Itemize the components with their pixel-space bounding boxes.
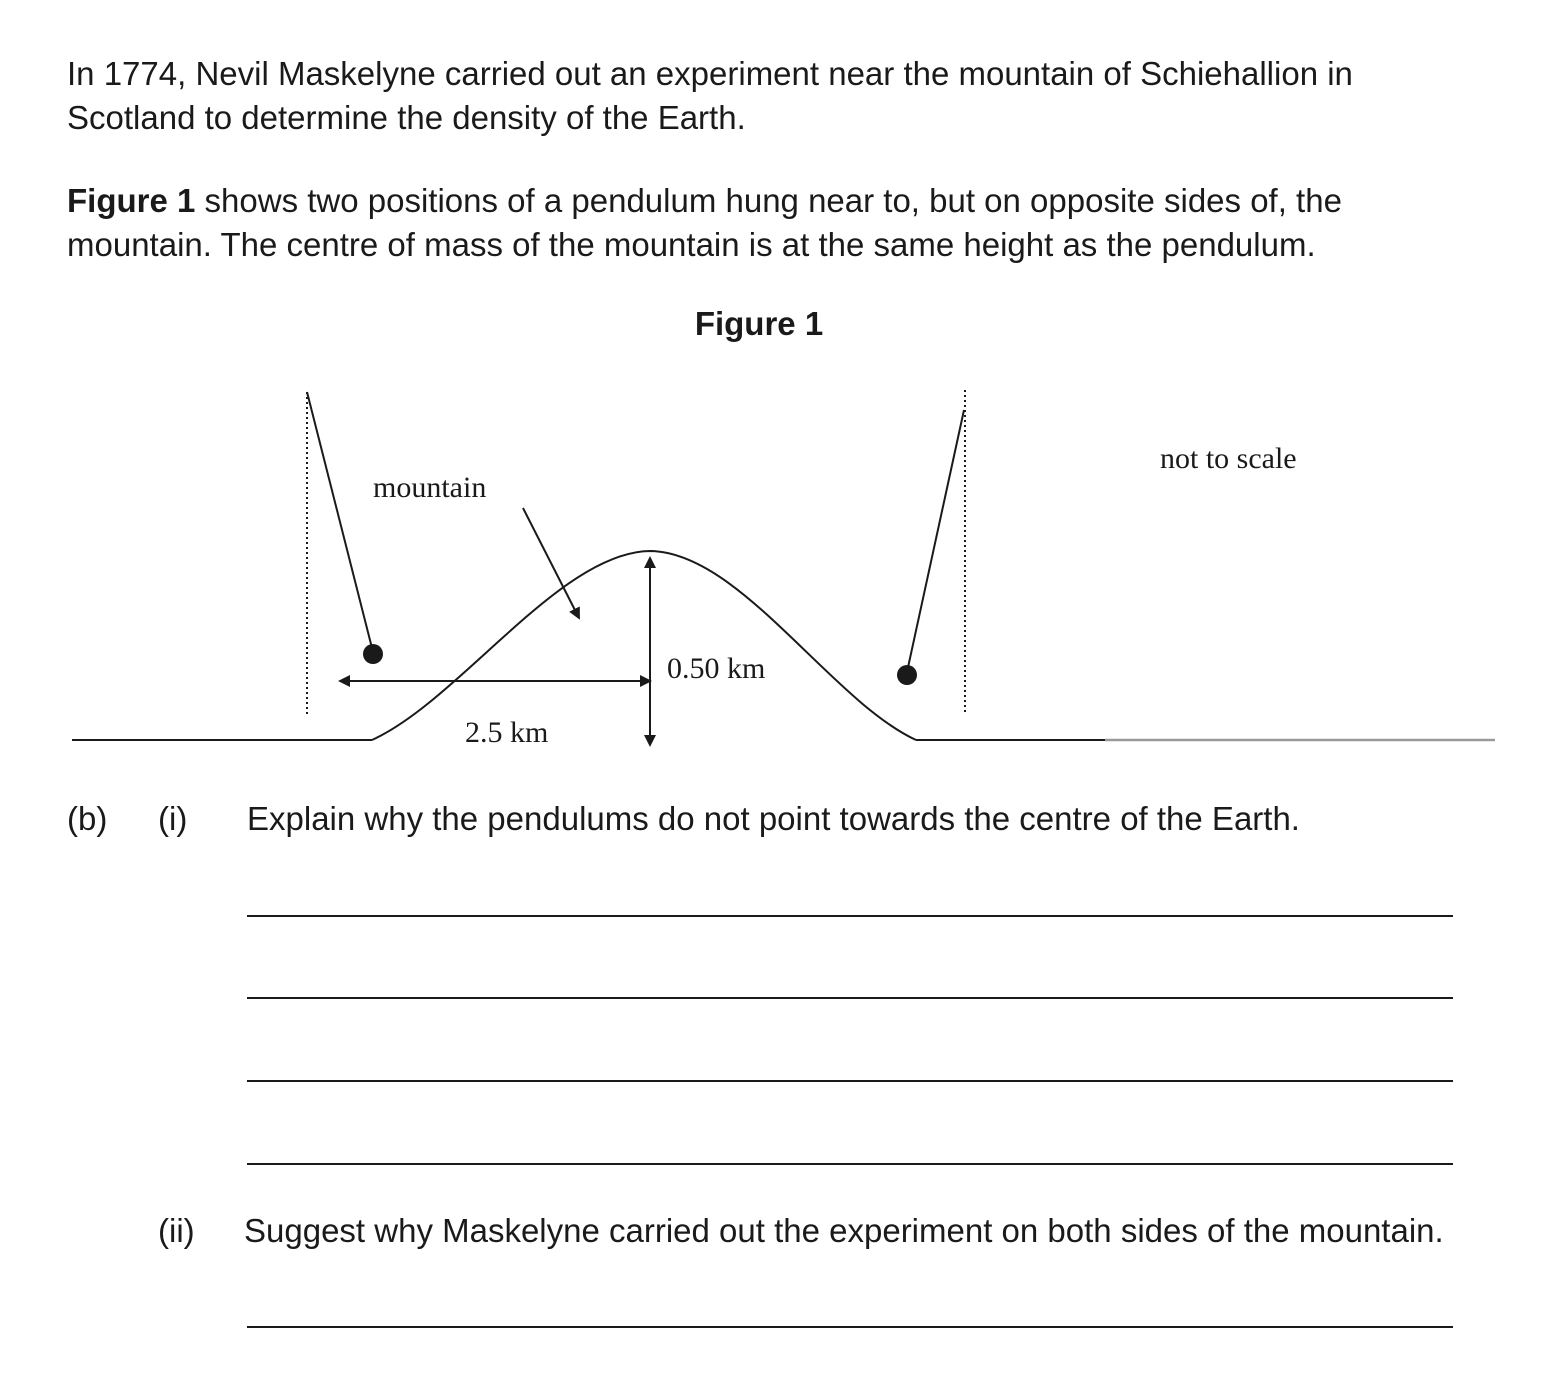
right-pendulum-string (907, 410, 964, 672)
height-label: 0.50 km (667, 652, 766, 685)
figure-description-text: shows two positions of a pendulum hung near to, but on opposite sides of, the mountain. The centre of mass of the mountain is at the same height as the pendulum. (67, 182, 1342, 263)
intro-paragraph: In 1774, Nevil Maskelyne carried out an experiment near the mountain of Schiehallion in Scotland to determine the density of the Earth. (67, 55, 1353, 136)
figure-title: Figure 1 (694, 305, 824, 342)
distance-label: 2.5 km (465, 716, 549, 749)
mountain-label: mountain (373, 471, 487, 504)
left-pendulum-string (307, 392, 373, 652)
right-pendulum-bob (897, 665, 917, 685)
figure-description (67, 179, 1487, 267)
answer-line-i-3[interactable] (247, 1080, 1453, 1082)
sub-i-label: (i) (158, 800, 188, 837)
answer-line-ii-1[interactable] (247, 1326, 1453, 1328)
figure-reference: Figure 1 (67, 182, 196, 219)
sub-i-question: Explain why the pendulums do not point towards the centre of the Earth. (247, 800, 1300, 837)
answer-line-i-2[interactable] (247, 997, 1453, 999)
sub-ii-question: Suggest why Maskelyne carried out the experiment on both sides of the mountain. (244, 1212, 1444, 1249)
pendulum-mountain-diagram (0, 370, 1546, 770)
answer-line-i-1[interactable] (247, 915, 1453, 917)
mountain-pointer-arrow (523, 508, 579, 618)
mountain-profile (372, 551, 916, 740)
left-pendulum-bob (363, 644, 383, 664)
not-to-scale-label: not to scale (1160, 442, 1297, 475)
sub-ii-label: (ii) (158, 1212, 195, 1249)
answer-line-i-4[interactable] (247, 1163, 1453, 1165)
part-b-label: (b) (67, 800, 108, 837)
